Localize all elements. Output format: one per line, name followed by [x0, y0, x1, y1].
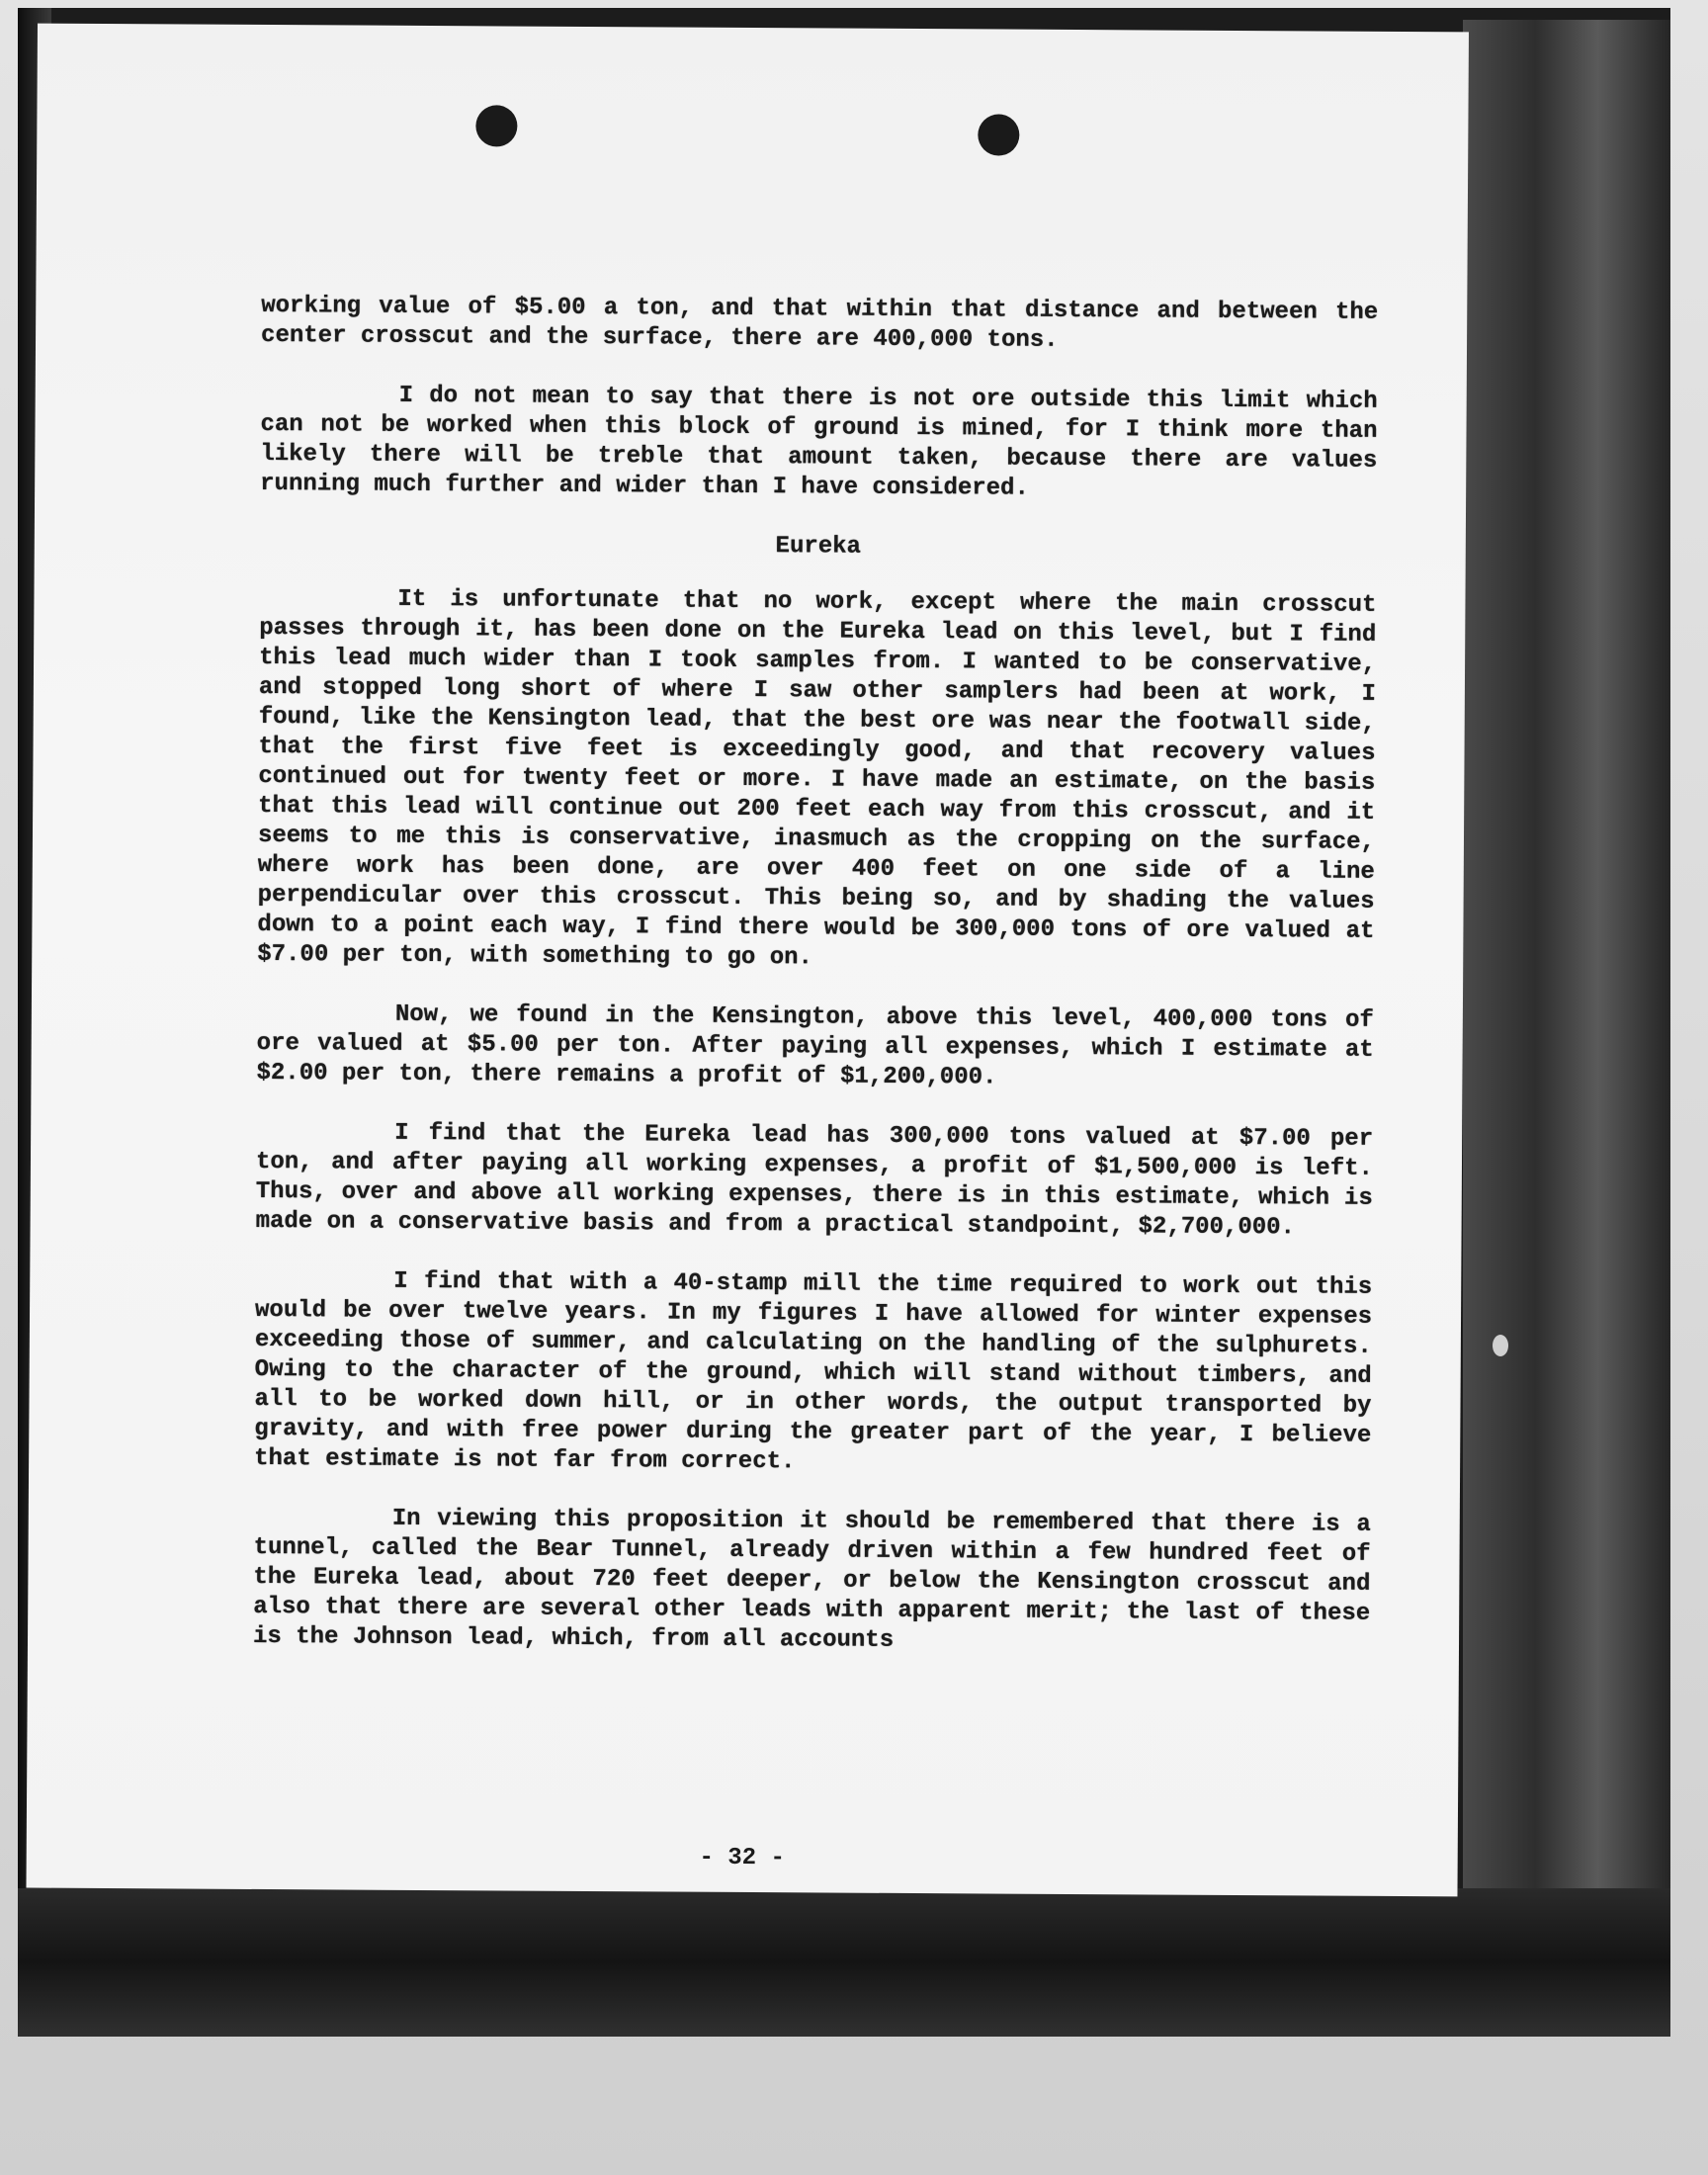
film-light-spot: [1493, 1335, 1508, 1356]
page-body: [253, 292, 1379, 1689]
paragraph: I do not mean to say that there is not ore outside this limit which can not be worked when this block of ground is mined, for I think more than likely there will be treble that amount taken, because there are values running much further and wider than I have considered.: [260, 382, 1378, 502]
section-heading: Eureka: [775, 533, 862, 561]
punch-hole-icon: [978, 114, 1019, 155]
document-page: [26, 24, 1468, 1897]
paragraph: I find that with a 40-stamp mill the time required to work out this would be over twelve years. In my figures I have allowed for winter expenses exceeding those of summer, and calculating on the handling of the sulphurets. Owing to the character of the ground, which will stand without timbers, and all to be worked down hill, or in other words, the output transported by gravity, and with free power during the greater part of the year, I believe that estimate is not far from correct.: [254, 1267, 1373, 1476]
page-number: - 32 -: [699, 1844, 785, 1872]
paragraph: In viewing this proposition it should be remembered that there is a tunnel, called the Bear Tunnel, already driven within a few hundred feet of the Eureka lead, about 720 feet deeper, or below the Kensington crosscut and also that there are several other leads with apparent merit; the last of these is the Johnson lead, which, from all accounts: [252, 1505, 1371, 1654]
paragraph: I find that the Eureka lead has 300,000 tons valued at $7.00 per ton, and after paying all working expenses, a profit of $1,500,000 is left. Thus, over and above all working expenses, there is in this estimate, which is made on a conservative basis and from a practical standpoint, $2,700,000.: [255, 1119, 1374, 1242]
punch-hole-icon: [475, 105, 517, 146]
paragraph: Now, we found in the Kensington, above this level, 400,000 tons of ore valued at $5.00 per ton. After paying all expenses, which I estimate at $2.00 per ton, there remains a profit of $1,200,000.: [256, 1000, 1374, 1091]
frame-bottom-edge: [18, 1888, 1670, 2037]
paragraph: It is unfortunate that no work, except where the main crosscut passes through it, has been done on the Eureka lead on this level, but I find this lead much wider than I took samples from. I wanted to be conservative, and stopped long short of where I saw other samplers had been at work, I found, like the Kensington lead, that the best ore was near the footwall side, that the first five feet is exceedingly good, and that recovery values continued out for twenty feet or more. I have made an estimate, on the basis that this lead will continue out 200 feet each way from this crosscut, and it seems to me this is conservative, inasmuch as the cropping on the surface, where work has been done, are over 400 feet on one side of a line perpendicular over this crosscut. This being so, and by shading the values down to a point each way, I find there would be 300,000 tons of ore valued at $7.00 per ton, with something to go on.: [257, 585, 1377, 972]
frame-right-edge: [1463, 20, 1670, 2037]
paragraph: working value of $5.00 a ton, and that within that distance and between the center crosscut and the surface, there are 400,000 tons.: [261, 292, 1379, 354]
